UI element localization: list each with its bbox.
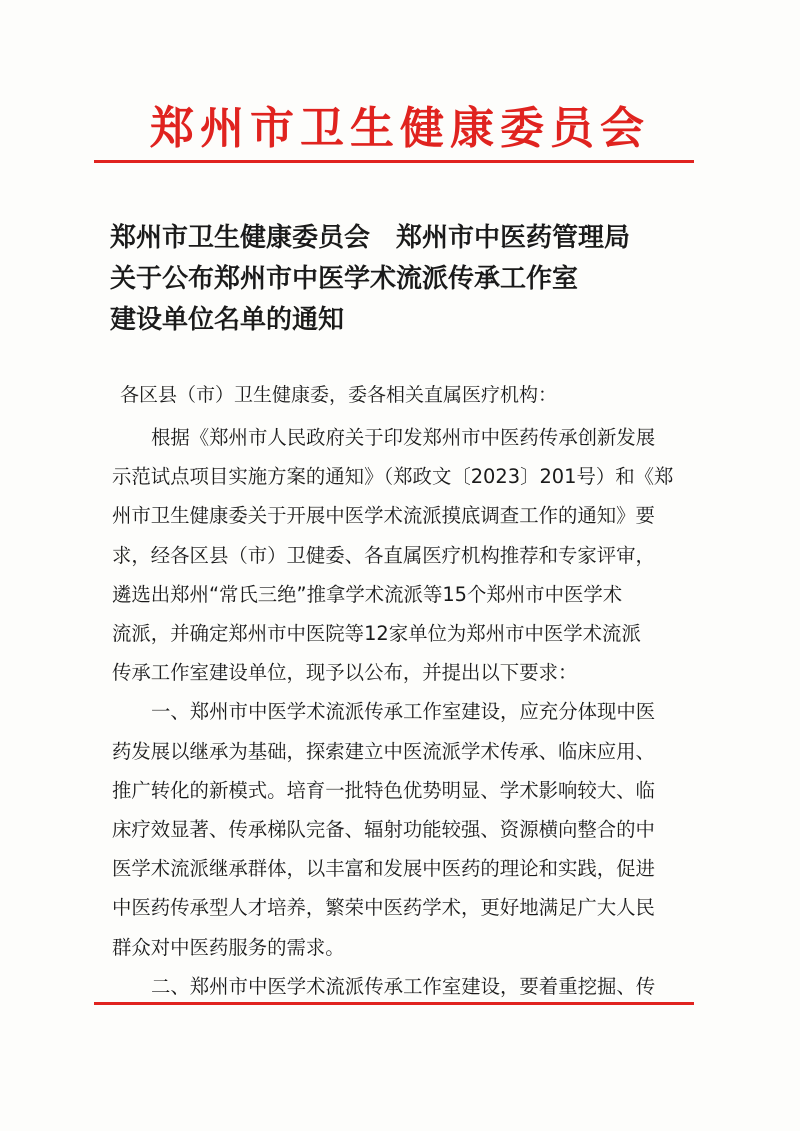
- notice-title: [110, 218, 710, 341]
- paragraph-3: [112, 967, 702, 1006]
- title-line: 建设单位名单的通知: [110, 305, 345, 335]
- body-line: 推广转化的新模式。培育一批特色优势明显、学术影响较大、临: [112, 778, 655, 802]
- letterhead-red-rule: [94, 160, 694, 163]
- body-line: 流派，并确定郑州市中医院等12家单位为郑州市中医学术流派: [112, 622, 641, 646]
- body-line: 示范试点项目实施方案的通知》（郑政文〔2023〕201号）和《郑: [112, 465, 674, 489]
- body-line: 州市卫生健康委关于开展中医学术流派摸底调查工作的通知》要: [112, 504, 655, 528]
- body-line: 求，经各区县（市）卫健委、各直属医疗机构推荐和专家评审，: [112, 543, 655, 567]
- body-line: 传承工作室建设单位，现予以公布，并提出以下要求：: [112, 661, 578, 685]
- body-line: 药发展以继承为基础，探索建立中医流派学术传承、临床应用、: [112, 739, 655, 763]
- title-line: 关于公布郑州市中医学术流派传承工作室: [110, 264, 579, 294]
- body-line: 二、郑州市中医学术流派传承工作室建设，要着重挖掘、传: [151, 974, 656, 998]
- notice-body: [112, 418, 702, 1006]
- body-line: 群众对中医药服务的需求。: [112, 935, 345, 959]
- body-line: 一、郑州市中医学术流派传承工作室建设，应充分体现中医: [151, 700, 656, 724]
- paragraph-1: [112, 418, 702, 692]
- body-line: 医学术流派继承群体，以丰富和发展中医药的理论和实践，促进: [112, 857, 655, 881]
- letterhead-title: 郑州市卫生健康委员会: [150, 103, 650, 154]
- body-line: 遴选出郑州“常氏三绝”推拿学术流派等15个郑州市中医学术: [112, 582, 623, 606]
- body-line: 中医药传承型人才培养，繁荣中医药学术，更好地满足广大人民: [112, 896, 655, 920]
- footer-red-rule: [94, 1002, 694, 1005]
- title-line: 郑州市卫生健康委员会 郑州市中医药管理局: [110, 223, 631, 253]
- paragraph-2: [112, 692, 702, 966]
- salutation: 各区县（市）卫生健康委，委各相关直属医疗机构：: [120, 384, 558, 406]
- body-line: 根据《郑州市人民政府关于印发郑州市中医药传承创新发展: [151, 426, 656, 449]
- body-line: 床疗效显著、传承梯队完备、辐射功能较强、资源横向整合的中: [112, 818, 655, 842]
